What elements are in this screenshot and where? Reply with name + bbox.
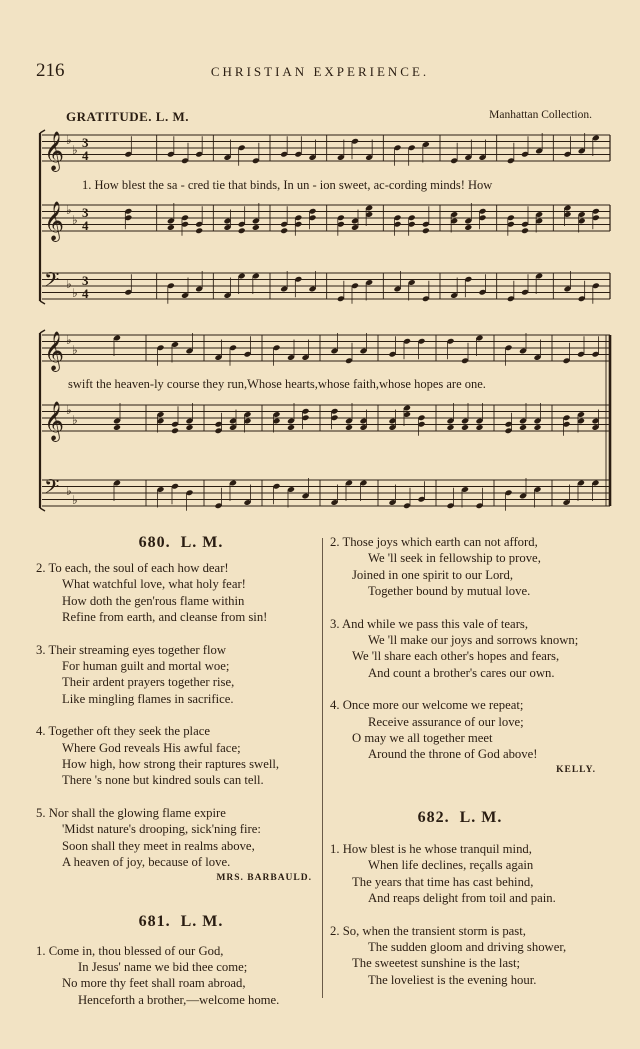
stanza-line: 2. So, when the transient storm is past, [330, 923, 526, 938]
stanza-line: The sweetest sunshine is the last; [352, 956, 521, 971]
flat-icon: ♭ [72, 286, 78, 300]
stanza-line: We 'll make our joys and sorrows known; [368, 633, 579, 648]
note-head [185, 424, 193, 431]
note-head [238, 227, 246, 234]
stanza-line: What watchful love, what holy fear! [62, 577, 246, 592]
hymn-680-stanza-4 [36, 723, 326, 789]
stanza-line: We 'll share each other's hopes and fears, [352, 649, 560, 664]
flat-icon: ♭ [66, 403, 72, 417]
flat-icon: ♭ [66, 277, 72, 291]
stanza-line: 1. Come in, thou blessed of our God, [36, 943, 224, 958]
stanza-line: Henceforth a brother,—welcome home. [78, 992, 280, 1007]
tune-source: Manhattan Collection. [489, 109, 592, 121]
lyric-line-2: swift the heaven-ly course they run,Whose hearts,whose faith,whose hopes are one. [68, 377, 486, 391]
stanza-line: Together bound by mutual love. [368, 584, 531, 599]
stanza-line: O may we all together meet [352, 731, 493, 746]
stanza-line: 3. Their streaming eyes together flow [36, 642, 227, 657]
stanza-line: When life declines, reçalls again [368, 858, 534, 873]
system-bracket [40, 508, 45, 511]
hymn-680-number: 680. [138, 534, 171, 551]
time-signature-top: 3 [82, 205, 89, 220]
stanza-line: In Jesus' name we bid thee come; [78, 959, 248, 974]
bass-clef-icon: 𝄢 [44, 475, 60, 503]
hymn-681-stanza-1 [36, 943, 326, 1009]
flat-icon: ♭ [72, 143, 78, 157]
note-head [446, 424, 454, 431]
bass-clef-icon: 𝄢 [44, 268, 60, 296]
stanza-line: Their ardent prayers together rise, [62, 675, 235, 690]
stanza-line: The years that time has cast behind, [352, 874, 534, 889]
flat-icon: ♭ [66, 333, 72, 347]
hymn-682-stanza-1 [330, 841, 620, 907]
hymn-681-heading [36, 913, 326, 931]
flat-icon: ♭ [66, 133, 72, 147]
hymn-681-number: 681. [138, 912, 171, 930]
stanza-line: No more thy feet shall roam abroad, [62, 976, 246, 991]
note-head [195, 227, 203, 234]
flat-icon: ♭ [72, 213, 78, 227]
stanza-line: A heaven of joy, because of love. [62, 855, 231, 870]
stanza-line: The loveliest is the evening hour. [368, 972, 537, 987]
note-head [287, 424, 295, 431]
hymn-680-author: MRS. BARBAULD. [216, 872, 312, 883]
stanza-line: We 'll seek in fellowship to prove, [368, 551, 541, 566]
note-head [461, 424, 469, 431]
stanza-line: There 's none but kindred souls can tell. [62, 773, 264, 788]
note-head [422, 227, 430, 234]
tune-title: GRATITUDE. L. M. [66, 109, 189, 124]
note-head [519, 424, 527, 431]
stanza-line: How high, how strong their raptures swell, [62, 757, 280, 772]
stanza-line: Refine from earth, and cleanse from sin! [62, 610, 268, 625]
system-bracket [40, 301, 45, 304]
stanza-line: 2. To each, the soul of each how dear! [36, 561, 229, 575]
flat-icon: ♭ [72, 493, 78, 507]
treble-clef-icon: 𝄞 [44, 201, 65, 241]
stanza-line: Receive assurance of our love; [368, 714, 524, 729]
stanza-line: Soon shall they meet in realms above, [62, 838, 255, 853]
note-head [521, 227, 529, 234]
hymn-681-author: KELLY. [556, 764, 596, 775]
treble-clef-icon: 𝄞 [44, 131, 65, 171]
stanza-line: 5. Nor shall the glowing flame expire [36, 805, 226, 820]
music-score [0, 0, 640, 520]
note-head [533, 424, 541, 431]
note-head [167, 224, 175, 231]
note-head [280, 227, 288, 234]
stanza-line: Like mingling flames in sacrifice. [62, 691, 234, 706]
flat-icon: ♭ [66, 484, 72, 498]
stanza-line: The sudden gloom and driving shower, [368, 939, 567, 954]
flat-icon: ♭ [72, 343, 78, 357]
right-column [330, 520, 620, 988]
note-head [252, 224, 260, 231]
flat-icon: ♭ [72, 413, 78, 427]
hymn-680-meter: L. M. [180, 534, 224, 551]
time-signature-bottom: 4 [82, 218, 89, 233]
note-head [345, 424, 353, 431]
time-signature-bottom: 4 [82, 148, 89, 163]
hymn-682-number: 682. [417, 808, 450, 826]
treble-clef-icon: 𝄞 [44, 331, 65, 371]
hymn-680-stanza-5 [36, 805, 326, 871]
time-signature-bottom: 4 [82, 286, 89, 301]
time-signature-top: 3 [82, 135, 89, 150]
stanza-line: How doth the gen'rous flame within [62, 593, 245, 608]
stanza-line: 3. And while we pass this vale of tears, [330, 616, 529, 631]
stanza-line: Around the throne of God above! [368, 747, 538, 762]
hymn-681-meter: L. M. [180, 912, 224, 930]
hymn-681-stanza-2 [330, 534, 620, 600]
stanza-line: Joined in one spirit to our Lord, [352, 567, 514, 582]
note-head [475, 424, 483, 431]
hymn-682-stanza-2 [330, 923, 620, 989]
stanza-line: 'Midst nature's drooping, sick'ning fire: [62, 822, 261, 837]
stanza-line: 4. Together oft they seek the place [36, 724, 210, 739]
lyric-line-1: 1. How blest the sa - cred tie that binds, In un - ion sweet, ac-cording minds! How [82, 178, 493, 192]
time-signature-top: 3 [82, 273, 89, 288]
stanza-line: 1. How blest is he whose tranquil mind, [330, 841, 532, 856]
hymn-682-heading [330, 809, 620, 827]
hymn-680-stanza-2 [36, 560, 326, 626]
page-number: 216 [36, 60, 65, 81]
left-column [36, 520, 326, 1008]
hymn-680-stanza-3 [36, 642, 326, 708]
hymn-681-stanza-3 [330, 616, 620, 682]
treble-clef-icon: 𝄞 [44, 401, 65, 441]
stanza-line: Where God reveals His awful face; [62, 740, 241, 755]
stanza-line: And reaps delight from toil and pain. [368, 891, 556, 906]
running-title: CHRISTIAN EXPERIENCE. [210, 64, 430, 79]
stanza-line: For human guilt and mortal woe; [62, 659, 230, 674]
hymn-682-meter: L. M. [459, 808, 503, 826]
stanza-line: 4. Once more our welcome we repeat; [330, 698, 524, 713]
note-head [113, 424, 121, 431]
hymn-681-stanza-4 [330, 697, 620, 763]
stanza-line: And count a brother's cares our own. [368, 665, 555, 680]
hymn-680-heading [36, 534, 326, 552]
note-head [171, 427, 179, 434]
flat-icon: ♭ [66, 203, 72, 217]
note-head [464, 224, 472, 231]
stanza-line: 2. Those joys which earth can not afford, [330, 535, 538, 549]
